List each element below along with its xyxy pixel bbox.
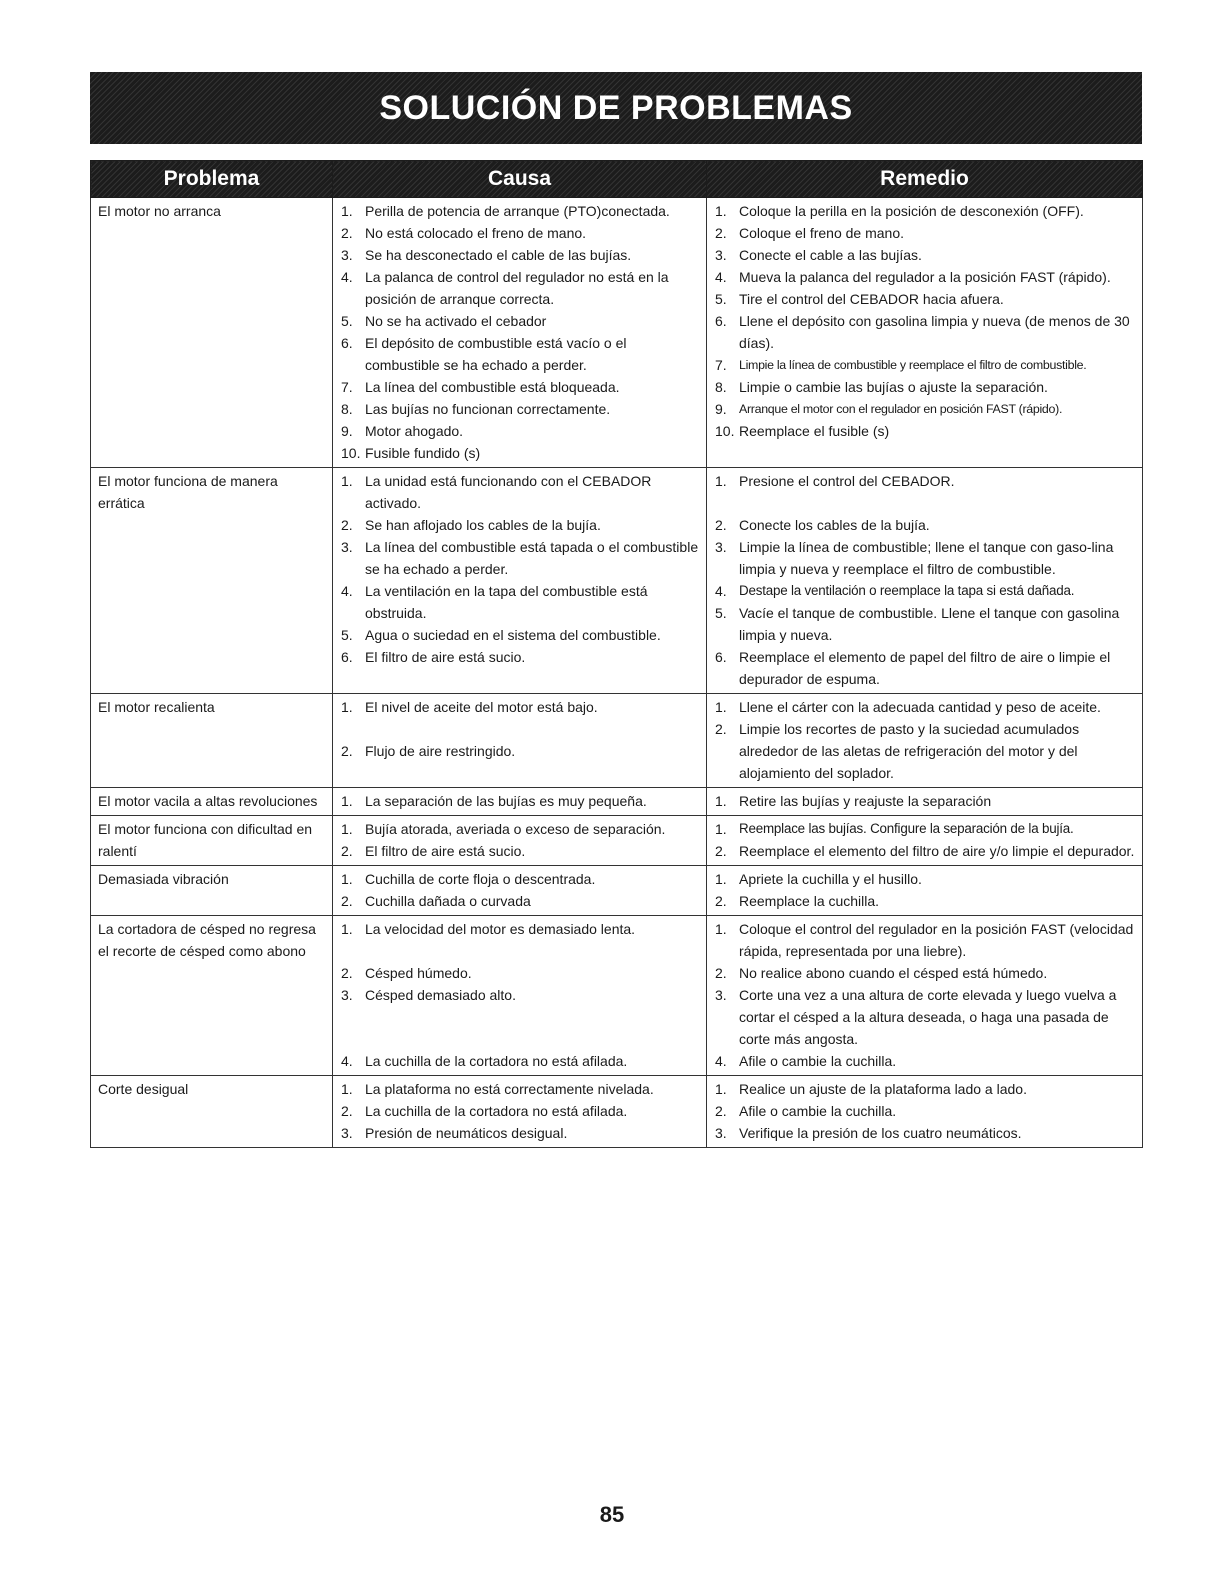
item-number: 5. [715, 605, 727, 621]
header-problem: Problema [91, 161, 333, 198]
item-text: Mueva la palanca del regulador a la posición FAST (rápido). [739, 269, 1111, 285]
problem-cell: El motor recalienta [91, 694, 333, 788]
item-number: 6. [715, 313, 727, 329]
item-text: Reemplace el fusible (s) [739, 423, 890, 439]
list-item [333, 696, 706, 718]
problem-cell: Demasiada vibración [91, 866, 333, 916]
item-text: No está colocado el freno de mano. [365, 225, 587, 241]
item-text: No realice abono cuando el césped está húmedo. [739, 965, 1048, 981]
list-item [707, 1050, 1142, 1072]
list-item [707, 222, 1142, 244]
item-number: 1. [341, 203, 353, 219]
item-text: La cuchilla de la cortadora no está afilada. [365, 1053, 628, 1069]
item-number: 2. [715, 517, 727, 533]
item-text: Retire las bujías y reajuste la separación [739, 793, 992, 809]
cause-cell [333, 1076, 707, 1148]
item-number: 2. [715, 843, 727, 859]
item-text: Arranque el motor con el regulador en posición FAST (rápido). [739, 402, 1063, 416]
item-text: Afile o cambie la cuchilla. [739, 1053, 897, 1069]
problem-cell: El motor no arranca [91, 198, 333, 468]
item-number: 2. [341, 1103, 353, 1119]
item-text: Destape la ventilación o reemplace la tapa si está dañada. [739, 583, 1075, 598]
item-text: Cuchilla dañada o curvada [365, 893, 531, 909]
item-number: 2. [341, 893, 353, 909]
list-item [333, 420, 706, 442]
item-number: 4. [715, 583, 727, 599]
item-text: Limpie o cambie las bujías o ajuste la separación. [739, 379, 1048, 395]
list-item [333, 868, 706, 890]
list-item [707, 420, 1142, 442]
item-text: La línea del combustible está bloqueada. [365, 379, 620, 395]
list-item [333, 514, 706, 536]
item-number: 2. [715, 965, 727, 981]
table-row [91, 1076, 1143, 1148]
list-item [333, 222, 706, 244]
list-item [333, 890, 706, 912]
table-row [91, 816, 1143, 866]
item-number: 3. [341, 1125, 353, 1141]
item-number: 8. [341, 401, 353, 417]
list-item [707, 200, 1142, 222]
item-number: 1. [715, 793, 727, 809]
item-number: 3. [341, 539, 353, 555]
item-number: 3. [341, 987, 353, 1003]
item-number: 6. [341, 649, 353, 665]
item-number: 7. [715, 357, 727, 373]
list-item [707, 602, 1142, 646]
item-number: 3. [715, 247, 727, 263]
item-text: Césped húmedo. [365, 965, 472, 981]
item-number: 3. [341, 247, 353, 263]
list-item [707, 266, 1142, 288]
troubleshooting-table [90, 160, 1143, 1148]
list-item [333, 310, 706, 332]
item-text: La plataforma no está correctamente nivelada. [365, 1081, 654, 1097]
table-header-row [91, 161, 1143, 198]
item-number: 2. [341, 965, 353, 981]
cause-cell [333, 694, 707, 788]
list-item [707, 984, 1142, 1050]
item-text: Perilla de potencia de arranque (PTO)conectada. [365, 203, 670, 219]
item-text: El depósito de combustible está vacío o el combustible se ha echado a perder. [365, 335, 627, 373]
item-text: Fusible fundido (s) [365, 445, 481, 461]
item-number: 4. [715, 1053, 727, 1069]
list-item [707, 790, 1142, 812]
item-number: 8. [715, 379, 727, 395]
item-text: Llene el cárter con la adecuada cantidad y peso de aceite. [739, 699, 1101, 715]
item-number: 5. [715, 291, 727, 307]
cause-cell [333, 198, 707, 468]
remedy-cell [707, 1076, 1143, 1148]
item-number: 3. [715, 539, 727, 555]
list-item [707, 376, 1142, 398]
item-text: La cuchilla de la cortadora no está afilada. [365, 1103, 628, 1119]
table-row [91, 198, 1143, 468]
item-number: 7. [341, 379, 353, 395]
item-text: La línea del combustible está tapada o el combustible se ha echado a perder. [365, 539, 699, 577]
list-item [707, 1122, 1142, 1144]
list-item [333, 1122, 706, 1144]
item-text: Se han aflojado los cables de la bujía. [365, 517, 601, 533]
list-item [333, 840, 706, 862]
list-item [333, 962, 706, 984]
item-text: El filtro de aire está sucio. [365, 649, 526, 665]
item-text: Agua o suciedad en el sistema del combustible. [365, 627, 661, 643]
item-number: 1. [715, 699, 727, 715]
item-number: 1. [341, 821, 353, 837]
item-text: El nivel de aceite del motor está bajo. [365, 699, 598, 715]
item-number: 2. [341, 843, 353, 859]
item-text: Conecte los cables de la bujía. [739, 517, 930, 533]
table-row [91, 916, 1143, 1076]
item-number: 5. [341, 627, 353, 643]
list-item [707, 840, 1142, 862]
list-item [333, 646, 706, 668]
item-number: 2. [715, 893, 727, 909]
list-item [333, 984, 706, 1006]
cause-cell [333, 866, 707, 916]
list-item [707, 890, 1142, 912]
item-number: 2. [715, 225, 727, 241]
list-item [333, 1100, 706, 1122]
list-item [333, 536, 706, 580]
item-number: 10. [715, 423, 735, 439]
list-item [333, 200, 706, 222]
list-item [333, 332, 706, 376]
list-item [707, 244, 1142, 266]
list-item [707, 288, 1142, 310]
item-number: 1. [715, 871, 727, 887]
table-row [91, 788, 1143, 816]
item-text: La palanca de control del regulador no está en la posición de arranque correcta. [365, 269, 669, 307]
list-item [707, 718, 1142, 784]
remedy-cell [707, 694, 1143, 788]
list-item [333, 376, 706, 398]
item-number: 3. [715, 987, 727, 1003]
header-cause: Causa [333, 161, 707, 198]
list-item [333, 624, 706, 646]
item-text: La separación de las bujías es muy pequeña. [365, 793, 647, 809]
list-item [333, 244, 706, 266]
list-item [333, 1078, 706, 1100]
page-number: 85 [599, 1502, 625, 1527]
item-text: Reemplace las bujías. Configure la separación de la bujía. [739, 821, 1074, 836]
item-text: Apriete la cuchilla y el husillo. [739, 871, 922, 887]
list-item [707, 580, 1142, 602]
table-row [91, 694, 1143, 788]
item-number: 1. [341, 871, 353, 887]
item-text: Afile o cambie la cuchilla. [739, 1103, 897, 1119]
item-number: 9. [341, 423, 353, 439]
item-text: La ventilación en la tapa del combustible está obstruida. [365, 583, 648, 621]
item-text: Tire el control del CEBADOR hacia afuera. [739, 291, 1004, 307]
item-number: 1. [715, 473, 727, 489]
item-text: Limpie los recortes de pasto y la suciedad acumulados alrededor de las aletas de refrigeración del motor y del alojamiento del soplador. [739, 721, 1080, 781]
header-remedy: Remedio [707, 161, 1143, 198]
item-number: 2. [341, 743, 353, 759]
list-item [707, 536, 1142, 580]
list-item [333, 1050, 706, 1072]
list-item [333, 580, 706, 624]
item-text: Flujo de aire restringido. [365, 743, 516, 759]
item-text: Coloque el control del regulador en la posición FAST (velocidad rápida, representada por una liebre). [739, 921, 1134, 959]
item-text: Verifique la presión de los cuatro neumáticos. [739, 1125, 1022, 1141]
item-text: Limpie la línea de combustible y reemplace el filtro de combustible. [739, 358, 1087, 372]
list-item [333, 818, 706, 840]
list-item [707, 962, 1142, 984]
cause-cell [333, 916, 707, 1076]
item-number: 1. [341, 1081, 353, 1097]
remedy-cell [707, 816, 1143, 866]
item-number: 4. [715, 269, 727, 285]
list-item [707, 818, 1142, 840]
item-number: 10. [341, 445, 361, 461]
item-text: Motor ahogado. [365, 423, 464, 439]
problem-cell: El motor funciona de manera errática [91, 468, 333, 694]
list-item [707, 470, 1142, 492]
item-number: 3. [715, 1125, 727, 1141]
remedy-cell [707, 468, 1143, 694]
item-text: La velocidad del motor es demasiado lenta. [365, 921, 636, 937]
remedy-cell [707, 788, 1143, 816]
page-title-banner [90, 72, 1142, 144]
item-number: 1. [715, 821, 727, 837]
list-item [333, 266, 706, 310]
item-number: 9. [715, 401, 727, 417]
list-item [707, 1100, 1142, 1122]
item-number: 2. [715, 1103, 727, 1119]
list-item [707, 1078, 1142, 1100]
item-text: La unidad está funcionando con el CEBADOR activado. [365, 473, 652, 511]
list-item [707, 646, 1142, 690]
item-number: 2. [341, 517, 353, 533]
item-text: Presione el control del CEBADOR. [739, 473, 955, 489]
item-number: 1. [715, 921, 727, 937]
list-item [333, 918, 706, 940]
table-row [91, 866, 1143, 916]
item-number: 6. [341, 335, 353, 351]
item-number: 1. [715, 203, 727, 219]
page-title: SOLUCIÓN DE PROBLEMAS [379, 88, 853, 127]
item-text: Presión de neumáticos desigual. [365, 1125, 568, 1141]
list-item [333, 398, 706, 420]
list-item [707, 868, 1142, 890]
item-number: 6. [715, 649, 727, 665]
item-text: No se ha activado el cebador [365, 313, 547, 329]
item-number: 4. [341, 269, 353, 285]
remedy-cell [707, 916, 1143, 1076]
item-text: Las bujías no funcionan correctamente. [365, 401, 611, 417]
item-text: Cuchilla de corte floja o descentrada. [365, 871, 596, 887]
item-text: Césped demasiado alto. [365, 987, 516, 1003]
item-number: 2. [341, 225, 353, 241]
item-text: Reemplace el elemento del filtro de aire y/o limpie el depurador. [739, 843, 1135, 859]
item-text: Se ha desconectado el cable de las bujías. [365, 247, 632, 263]
list-item [333, 470, 706, 514]
cause-cell [333, 468, 707, 694]
item-number: 5. [341, 313, 353, 329]
item-number: 1. [341, 921, 353, 937]
problem-cell: La cortadora de césped no regresa el recorte de césped como abono [91, 916, 333, 1076]
list-item [333, 442, 706, 464]
item-text: Limpie la línea de combustible; llene el tanque con gaso-lina limpia y nueva y reemplace el filtro de combustible. [739, 539, 1114, 577]
list-item [707, 918, 1142, 962]
list-item [333, 790, 706, 812]
item-text: Bujía atorada, averiada o exceso de separación. [365, 821, 666, 837]
item-number: 1. [341, 473, 353, 489]
item-number: 1. [341, 699, 353, 715]
problem-cell: El motor funciona con dificultad en ralentí [91, 816, 333, 866]
item-text: Reemplace el elemento de papel del filtro de aire o limpie el depurador de espuma. [739, 649, 1111, 687]
list-item [707, 398, 1142, 420]
remedy-cell [707, 198, 1143, 468]
item-text: Corte una vez a una altura de corte elevada y luego vuelva a cortar el césped a la altura deseada, o haga una pasada de corte más angosta. [739, 987, 1117, 1047]
remedy-cell [707, 866, 1143, 916]
item-text: Coloque el freno de mano. [739, 225, 904, 241]
problem-cell: Corte desigual [91, 1076, 333, 1148]
cause-cell [333, 816, 707, 866]
item-text: Conecte el cable a las bujías. [739, 247, 922, 263]
item-text: Reemplace la cuchilla. [739, 893, 880, 909]
item-number: 4. [341, 583, 353, 599]
item-text: El filtro de aire está sucio. [365, 843, 526, 859]
item-number: 2. [715, 721, 727, 737]
item-text: Coloque la perilla en la posición de desconexión (OFF). [739, 203, 1084, 219]
list-item [707, 696, 1142, 718]
item-text: Vacíe el tanque de combustible. Llene el tanque con gasolina limpia y nueva. [739, 605, 1120, 643]
cause-cell [333, 788, 707, 816]
item-number: 1. [341, 793, 353, 809]
list-item [333, 740, 706, 762]
problem-cell: El motor vacila a altas revoluciones [91, 788, 333, 816]
list-item [707, 354, 1142, 376]
item-text: Realice un ajuste de la plataforma lado a lado. [739, 1081, 1027, 1097]
list-item [707, 310, 1142, 354]
item-number: 1. [715, 1081, 727, 1097]
table-row [91, 468, 1143, 694]
item-text: Llene el depósito con gasolina limpia y nueva (de menos de 30 días). [739, 313, 1130, 351]
item-number: 4. [341, 1053, 353, 1069]
list-item [707, 514, 1142, 536]
